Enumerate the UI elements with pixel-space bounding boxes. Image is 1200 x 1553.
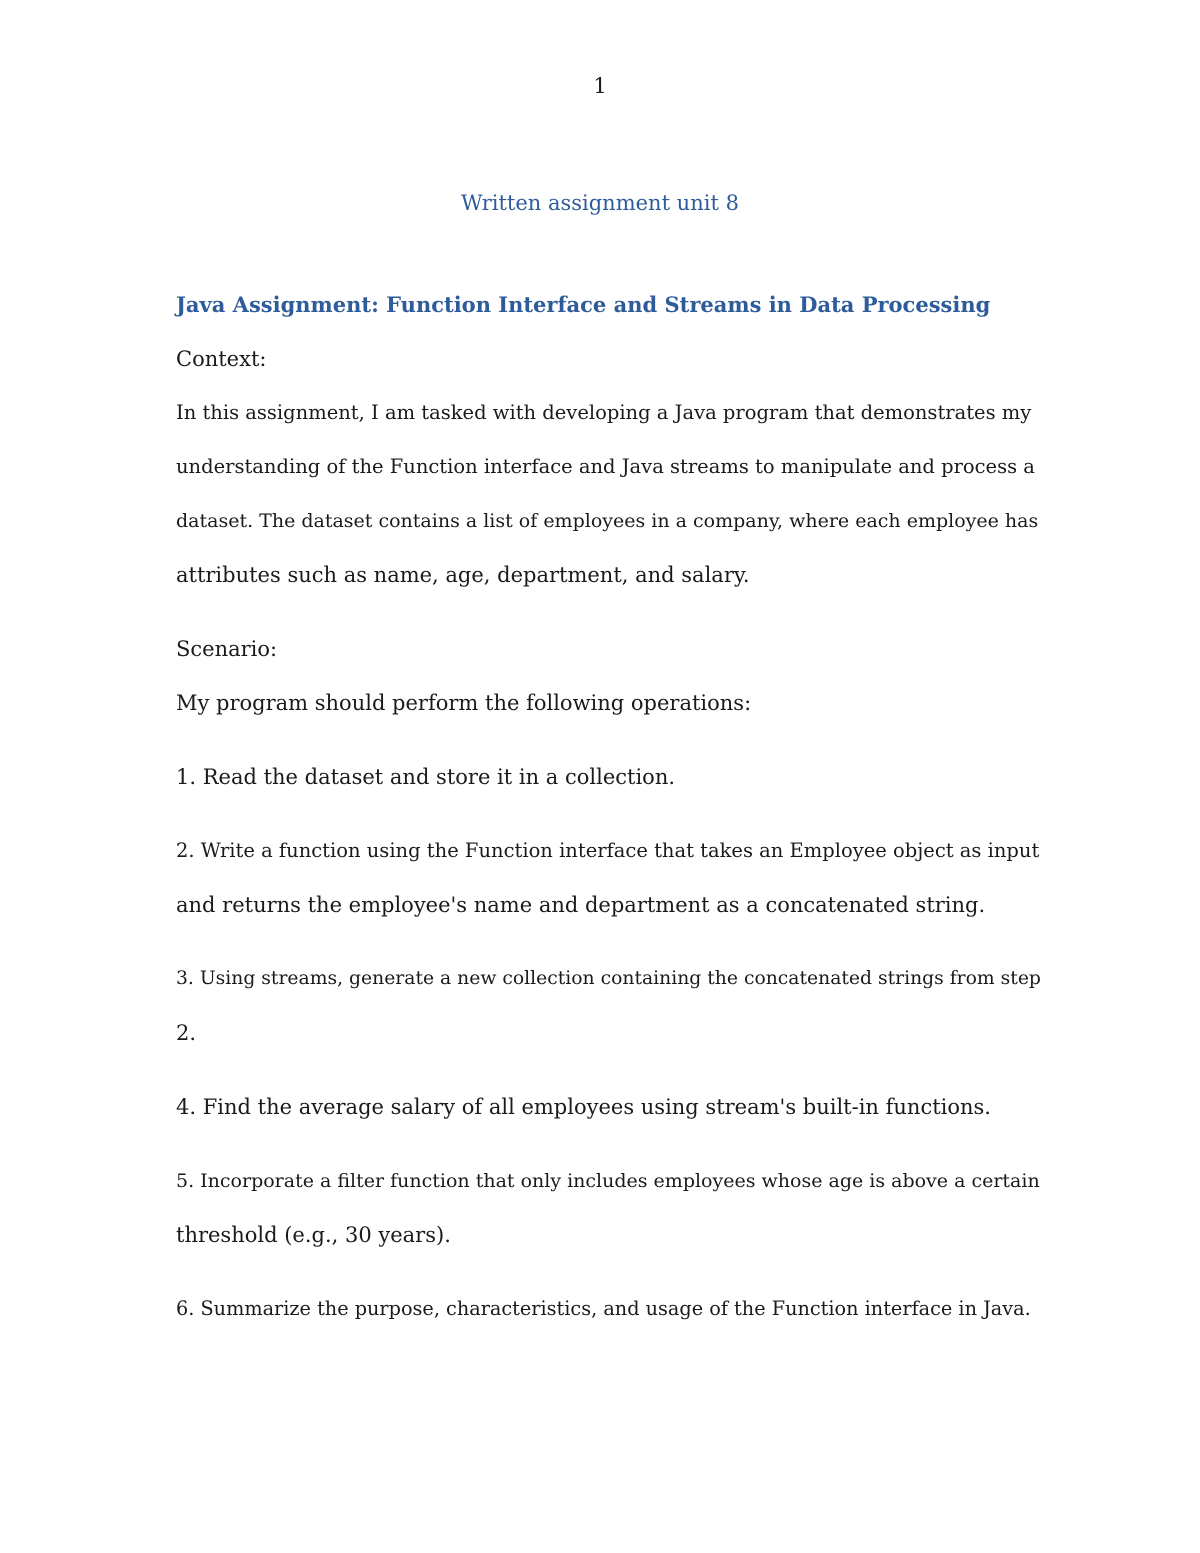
step-5-continued: threshold (e.g., 30 years). [176,1223,451,1247]
page-number: 1 [593,74,607,98]
section-heading: Java Assignment: Function Interface and Streams in Data Processing [176,292,991,317]
step-4: 4. Find the average salary of all employees using stream's built-in functions. [176,1095,991,1119]
context-line: attributes such as name, age, department, and salary. [176,563,750,587]
step-1: 1. Read the dataset and store it in a collection. [176,765,676,789]
document-title: Written assignment unit 8 [461,191,739,215]
scenario-intro: My program should perform the following operations: [176,691,752,715]
context-line: dataset. The dataset contains a list of employees in a company, where each employee has [176,510,1039,532]
step-5: 5. Incorporate a filter function that only includes employees whose age is above a certain [176,1170,1040,1192]
step-3-continued: 2. [176,1021,197,1045]
context-line: In this assignment, I am tasked with developing a Java program that demonstrates my [176,401,1032,424]
step-6: 6. Summarize the purpose, characteristics, and usage of the Function interface in Java. [176,1297,1031,1320]
step-2-continued: and returns the employee's name and department as a concatenated string. [176,893,986,917]
context-label: Context: [176,347,267,371]
context-line: understanding of the Function interface and Java streams to manipulate and process a [176,455,1035,478]
scenario-label: Scenario: [176,637,278,661]
step-2: 2. Write a function using the Function interface that takes an Employee object as input [176,839,1040,862]
step-3: 3. Using streams, generate a new collection containing the concatenated strings from step [176,968,1041,989]
